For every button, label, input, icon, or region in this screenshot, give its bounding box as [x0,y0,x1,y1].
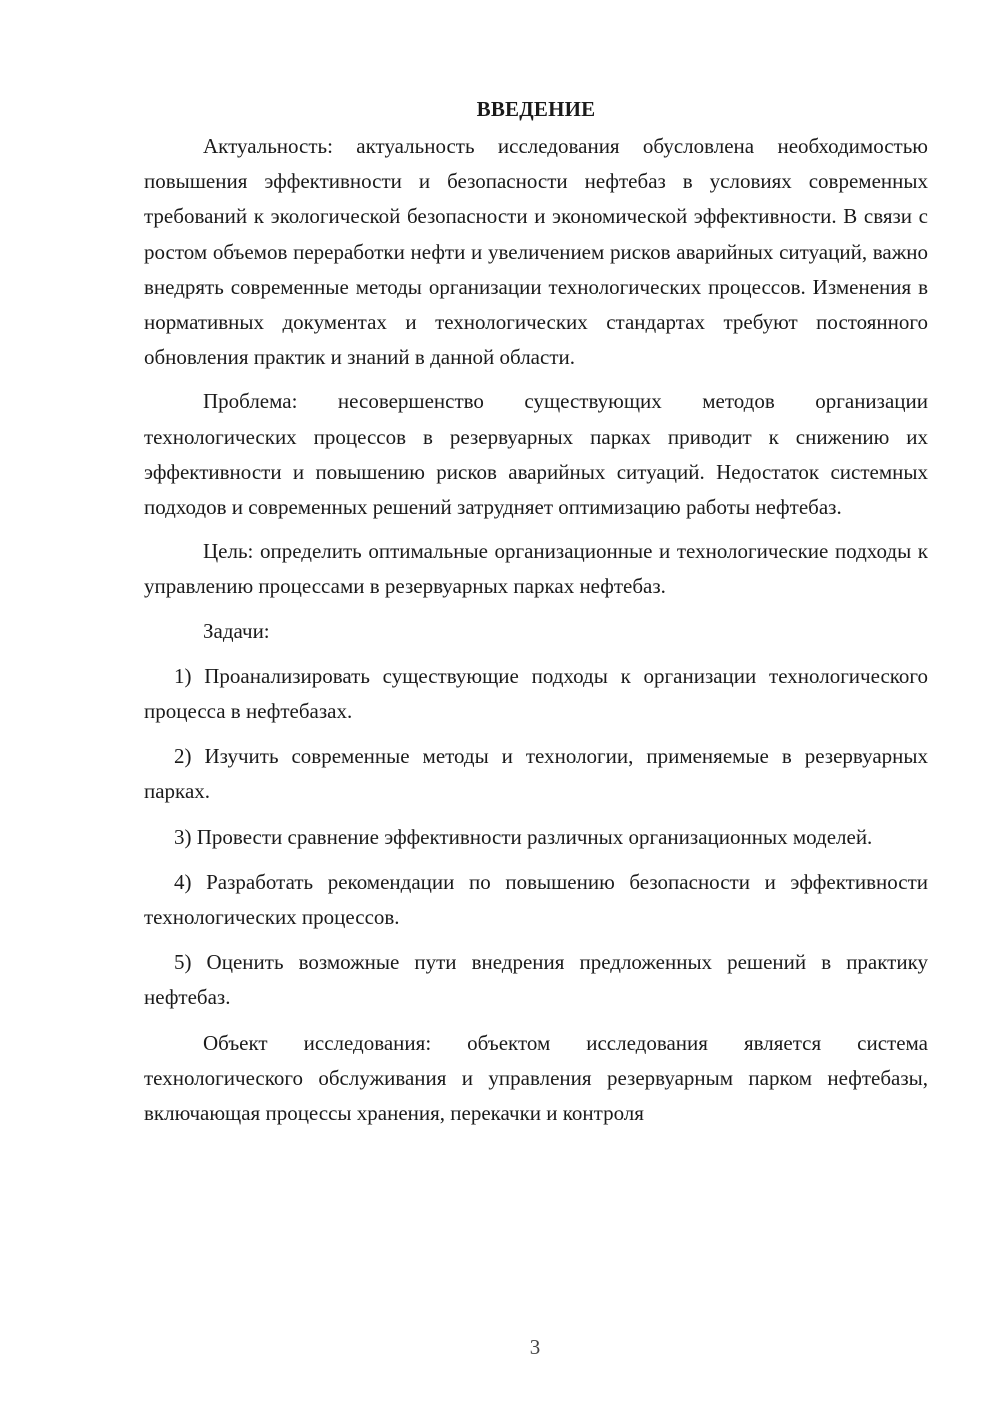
page-number: 3 [529,1335,541,1359]
relevance-paragraph: Актуальность: актуальность исследования обусловлена необходимостью повышения эффективности и безопасности нефтебаз в условиях современных требований к экологической безопасности и экономической эффективности. В связи с ростом объемов переработки нефти и увеличением рисков аварийных ситуаций, важно внедрять современные методы организации технологических процессов. Изменения в нормативных документах и технологических стандартах требуют постоянного обновления практик и знаний в данной области. [144,134,928,370]
task-item-1: 1) Проанализировать существующие подходы к организации технологического процесса в нефтебазах. [144,663,928,724]
task-item-2: 2) Изучить современные методы и технологии, применяемые в резервуарных парках. [144,744,928,804]
task-item-5: 5) Оценить возможные пути внедрения предложенных решений в практику нефтебаз. [144,950,928,1010]
tasks-title: Задачи: [203,618,270,643]
goal-paragraph: Цель: определить оптимальные организационные и технологические подходы к управлению процессами в резервуарных парках нефтебаз. [144,539,928,599]
problem-paragraph: Проблема: несовершенство существующих методов организации технологических процессов в резервуарных парках приводит к снижению их эффективности и повышению рисков аварийных ситуаций. Недостаток системных подходов и современных решений затрудняет оптимизацию работы нефтебаз. [144,389,928,520]
object-paragraph: Объект исследования: объектом исследования является система технологического обслуживания и управления резервуарным парком нефтебазы, включающая процессы хранения, перекачки и контроля [144,1030,928,1126]
document-page [144,92,928,1131]
task-item-3: 3) Провести сравнение эффективности различных организационных моделей. [174,824,873,849]
section-heading: ВВЕДЕНИЕ [476,97,596,121]
task-item-4: 4) Разработать рекомендации по повышению безопасности и эффективности технологических процессов. [144,869,928,930]
